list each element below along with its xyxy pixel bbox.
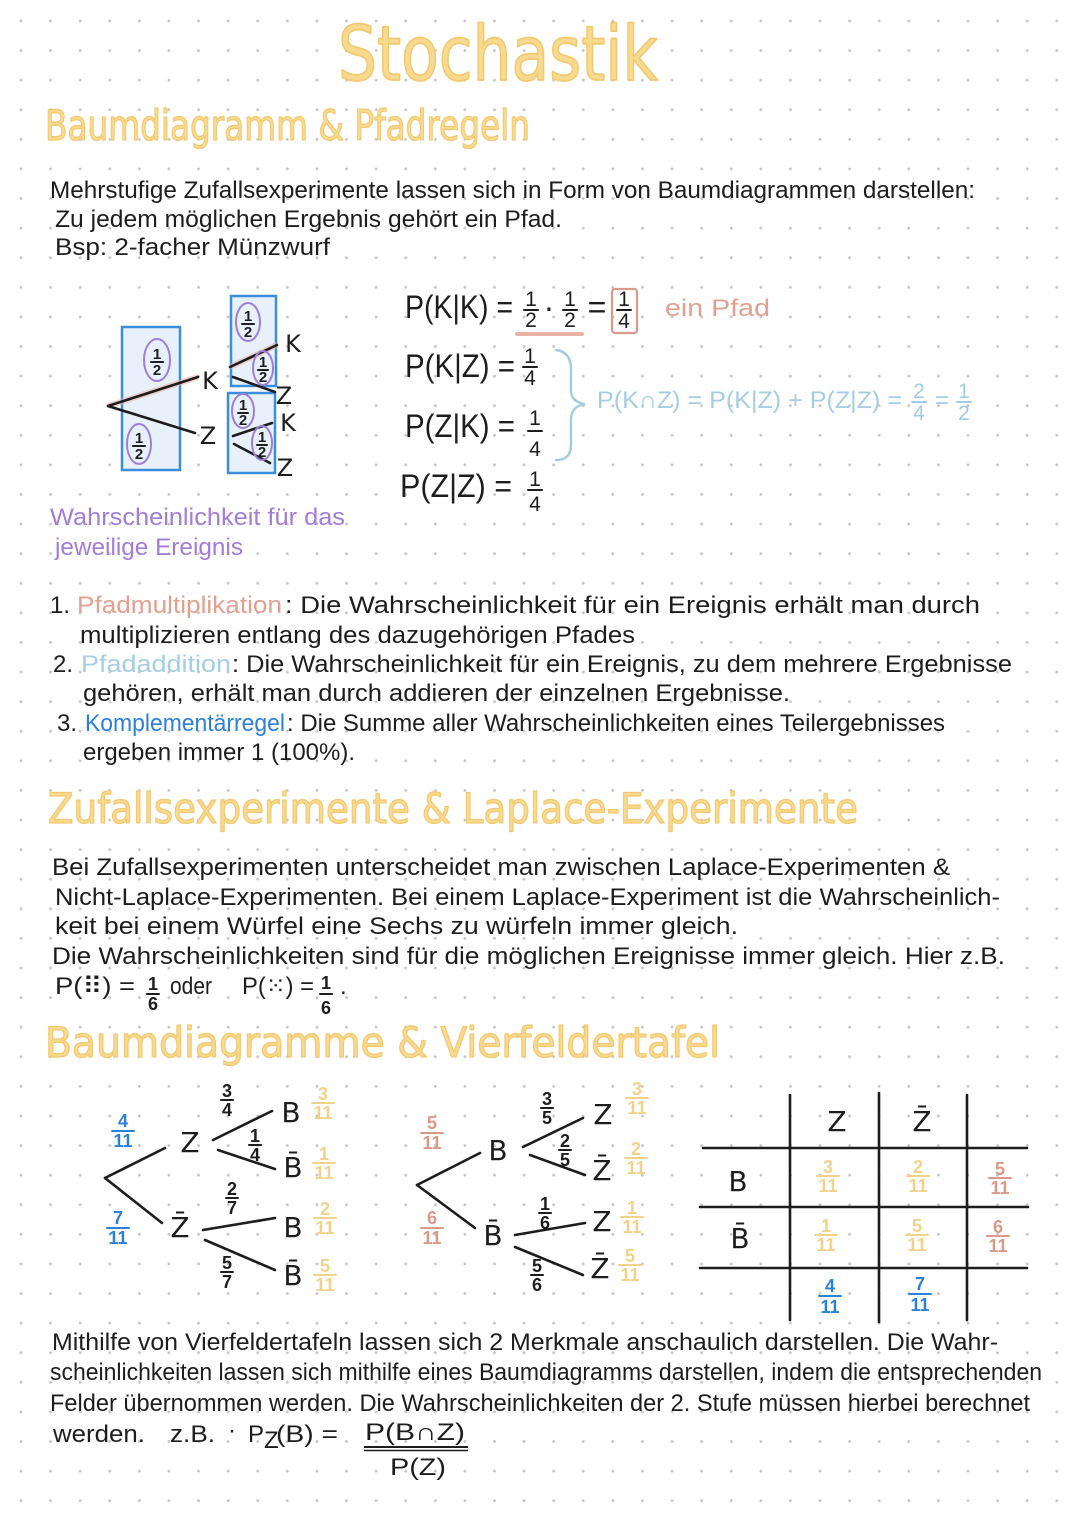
- column-total: [909, 1274, 931, 1315]
- or-label: oder: [170, 973, 212, 1000]
- svg-text:1: 1: [243, 308, 253, 325]
- svg-text:11: 11: [816, 1235, 836, 1255]
- fraction: [912, 380, 926, 425]
- tree-diagram-b-first: [417, 1079, 648, 1295]
- equals-sign: =: [587, 289, 607, 325]
- formula-subscript: Z: [264, 1427, 279, 1454]
- paragraph-line: keit bei einem Würfel eine Sechs zu würfeln immer gleich.: [55, 913, 738, 940]
- svg-text:11: 11: [908, 1176, 928, 1196]
- fraction: [112, 1111, 134, 1151]
- rule-text: : Die Wahrscheinlichkeit für ein Ereignis, zu dem mehrere Ergebnisse: [232, 651, 1013, 678]
- svg-text:5: 5: [531, 1256, 543, 1276]
- node-label: Z: [593, 1098, 613, 1131]
- svg-text:11: 11: [422, 1228, 442, 1248]
- paragraph-line: Nicht-Laplace-Experimenten. Bei einem Laplace-Experiment ist die Wahrscheinlich-: [55, 884, 1000, 911]
- svg-text:7: 7: [914, 1274, 926, 1294]
- svg-text:2: 2: [319, 1199, 331, 1219]
- paragraph-line: Die Wahrscheinlichkeiten sind für die möglichen Ereignisse immer gleich. Hier z.B.: [52, 943, 1006, 970]
- tree-diagram-z-first: [105, 1081, 336, 1295]
- svg-text:2: 2: [559, 1131, 571, 1151]
- equation-lhs: P(Z|K) =: [405, 408, 515, 444]
- node-label: B̄: [283, 1259, 303, 1292]
- svg-text:11: 11: [113, 1131, 133, 1151]
- tree-caption: Wahrscheinlichkeit für das: [50, 504, 345, 531]
- curly-brace: [556, 350, 585, 460]
- svg-text:3: 3: [221, 1081, 233, 1101]
- table-cell: [815, 1216, 837, 1255]
- svg-text:1: 1: [539, 1194, 551, 1214]
- node-label: Z̄: [592, 1154, 612, 1187]
- example-label: Bsp: 2-facher Münzwurf: [55, 234, 331, 261]
- svg-text:6: 6: [147, 994, 159, 1014]
- sum-formula: P(K∩Z) = P(K|Z) + P(Z|Z) =: [597, 387, 902, 414]
- svg-text:11: 11: [314, 1163, 334, 1183]
- fraction: [257, 429, 267, 461]
- svg-text:6: 6: [531, 1275, 543, 1295]
- joint-probability: [313, 1144, 335, 1183]
- dot: ·: [228, 1417, 236, 1444]
- rule-number: 2.: [53, 651, 74, 678]
- node-label: B: [488, 1134, 508, 1167]
- svg-text:1: 1: [525, 288, 537, 311]
- fraction: [107, 1208, 129, 1248]
- svg-text:4: 4: [913, 402, 925, 425]
- svg-text:11: 11: [820, 1297, 840, 1317]
- fraction: [221, 1253, 233, 1292]
- coin-tree-diagram: [108, 296, 302, 482]
- die-six-probability: P(⠿) =: [55, 973, 135, 1000]
- path-equations: [400, 288, 971, 516]
- section-heading-baumdiagramm: Baumdiagramm & Pfadregeln: [45, 101, 530, 150]
- svg-text:11: 11: [907, 1235, 927, 1255]
- svg-text:11: 11: [988, 1236, 1008, 1256]
- svg-text:1: 1: [820, 1216, 832, 1236]
- svg-text:1: 1: [318, 1144, 330, 1164]
- svg-text:11: 11: [990, 1178, 1010, 1198]
- fraction: [528, 468, 542, 516]
- svg-text:4: 4: [824, 1276, 836, 1296]
- svg-text:1: 1: [320, 973, 332, 993]
- svg-text:5: 5: [541, 1108, 553, 1128]
- rule-text: gehören, erhält man durch addieren der einzelnen Ergebnisse.: [83, 680, 790, 707]
- paragraph-line: scheinlichkeiten lassen sich mithilfe eines Baumdiagramms darstellen, indem die entsprechenden: [50, 1359, 1042, 1386]
- svg-text:11: 11: [622, 1217, 642, 1237]
- formula-p: P: [248, 1421, 265, 1448]
- rules-list: [50, 592, 1012, 766]
- fraction: [523, 345, 537, 390]
- svg-text:5: 5: [221, 1253, 233, 1273]
- svg-text:3: 3: [541, 1089, 553, 1109]
- die-five-probability: P(⁙) =: [242, 973, 314, 1000]
- conditional-probability-formula: [52, 1417, 468, 1481]
- svg-text:2: 2: [912, 1157, 924, 1177]
- svg-text:11: 11: [818, 1176, 838, 1196]
- formula-argument: (B) =: [276, 1421, 338, 1448]
- fraction: [524, 288, 538, 332]
- node-label: K: [285, 330, 301, 358]
- joint-probability: [312, 1084, 334, 1123]
- svg-text:1: 1: [626, 1198, 638, 1218]
- svg-text:3: 3: [317, 1084, 329, 1104]
- fraction: [541, 1089, 553, 1128]
- svg-text:4: 4: [618, 310, 630, 333]
- fraction: [320, 973, 332, 1018]
- paragraph-line: werden.: [51, 1421, 145, 1448]
- svg-text:1: 1: [238, 397, 248, 414]
- node-label: Z: [275, 382, 293, 410]
- svg-text:1: 1: [152, 346, 162, 363]
- formula-denominator: P(Z): [390, 1454, 446, 1481]
- fraction: [421, 1113, 443, 1153]
- node-label: Z: [276, 454, 294, 482]
- svg-text:5: 5: [319, 1256, 331, 1276]
- fraction: [531, 1256, 543, 1295]
- svg-text:6: 6: [992, 1217, 1004, 1237]
- equation-lhs: P(K|Z) =: [405, 348, 515, 384]
- svg-text:1: 1: [958, 380, 970, 403]
- svg-text:5: 5: [994, 1159, 1006, 1179]
- equation-lhs: P(K|K) =: [405, 289, 513, 325]
- svg-text:11: 11: [422, 1133, 442, 1153]
- rule-number: 3.: [57, 710, 78, 737]
- svg-text:2: 2: [226, 1179, 238, 1199]
- paragraph-line: Bei Zufallsexperimenten unterscheidet man zwischen Laplace-Experimenten &: [52, 854, 951, 881]
- svg-text:1: 1: [529, 468, 541, 491]
- svg-text:11: 11: [315, 1275, 335, 1295]
- rule-number: 1.: [50, 592, 71, 619]
- svg-text:4: 4: [221, 1100, 233, 1120]
- page-title: Stochastik: [338, 9, 658, 98]
- row-header: B̄: [730, 1222, 750, 1255]
- column-header: Z̄: [912, 1105, 932, 1138]
- fraction: [559, 1131, 571, 1170]
- svg-text:5: 5: [911, 1216, 923, 1236]
- svg-text:4: 4: [117, 1111, 129, 1131]
- rule-name: Komplementärregel: [85, 710, 285, 737]
- paragraph-line: Mithilfe von Vierfeldertafeln lassen sich 2 Merkmale anschaulich darstellen. Die Wahr-: [52, 1329, 999, 1356]
- svg-text:2: 2: [238, 412, 248, 429]
- svg-text:11: 11: [315, 1218, 335, 1238]
- svg-text:2: 2: [913, 380, 925, 403]
- svg-text:5: 5: [559, 1150, 571, 1170]
- svg-text:11: 11: [313, 1103, 333, 1123]
- svg-text:2: 2: [257, 444, 267, 461]
- svg-text:1: 1: [524, 345, 536, 368]
- paragraph-line: Felder übernommen werden. Die Wahrscheinlichkeiten der 2. Stufe müssen hierbei berechnet: [50, 1390, 1031, 1417]
- rule-name: Pfadaddition: [81, 651, 231, 678]
- fraction: [421, 1208, 443, 1248]
- table-cell: [817, 1157, 839, 1196]
- svg-text:1: 1: [529, 407, 541, 430]
- node-label: Z: [180, 1126, 200, 1159]
- svg-text:5: 5: [426, 1113, 438, 1133]
- svg-text:11: 11: [910, 1295, 930, 1315]
- svg-text:5: 5: [624, 1246, 636, 1266]
- table-cell: [907, 1157, 929, 1196]
- tree-caption: jeweilige Ereignis: [53, 534, 244, 561]
- svg-text:7: 7: [221, 1272, 233, 1292]
- column-header: Z: [827, 1105, 847, 1138]
- svg-text:6: 6: [320, 998, 332, 1018]
- fraction: [147, 974, 159, 1014]
- path-note: ein Pfad: [665, 295, 770, 322]
- fraction: [539, 1194, 551, 1233]
- period: .: [340, 973, 347, 1000]
- svg-text:2: 2: [243, 324, 253, 341]
- svg-text:3: 3: [822, 1157, 834, 1177]
- svg-text:2: 2: [134, 446, 144, 463]
- rule-text: multiplizieren entlang des dazugehörigen Pfades: [80, 622, 635, 649]
- fraction: [258, 354, 268, 386]
- laplace-example: [55, 973, 347, 1018]
- svg-text:11: 11: [108, 1228, 128, 1248]
- joint-probability: [621, 1198, 643, 1237]
- svg-text:2: 2: [525, 309, 537, 332]
- rule-text: : Die Wahrscheinlichkeit für ein Ereignis erhält man durch: [285, 592, 980, 619]
- node-label: Z̄: [590, 1252, 610, 1285]
- intro-line: Mehrstufige Zufallsexperimente lassen sich in Form von Baumdiagrammen darstellen:: [50, 177, 975, 204]
- svg-text:4: 4: [529, 493, 541, 516]
- rule-name: Pfadmultiplikation: [77, 592, 282, 619]
- svg-text:6: 6: [539, 1213, 551, 1233]
- svg-text:2: 2: [564, 309, 576, 332]
- joint-probability: [314, 1199, 336, 1238]
- fraction: [238, 397, 248, 429]
- fraction: [617, 288, 631, 333]
- svg-text:1: 1: [618, 288, 630, 311]
- joint-probability: [625, 1139, 647, 1178]
- fraction: [957, 380, 971, 425]
- svg-text:7: 7: [226, 1198, 238, 1218]
- section-heading-vierfeldertafel: Baumdiagramme & Vierfeldertafel: [45, 1018, 720, 1067]
- svg-text:1: 1: [564, 288, 576, 311]
- fraction: [249, 1126, 261, 1165]
- intro-line: Zu jedem möglichen Ergebnis gehört ein Pfad.: [55, 206, 562, 233]
- rule-text: ergeben immer 1 (100%).: [83, 739, 355, 766]
- svg-text:1: 1: [249, 1126, 261, 1146]
- svg-text:11: 11: [620, 1265, 640, 1285]
- fraction: [563, 288, 577, 332]
- fraction: [528, 407, 542, 461]
- column-total: [819, 1276, 841, 1317]
- svg-text:2: 2: [258, 369, 268, 386]
- svg-text:2: 2: [152, 362, 162, 379]
- svg-text:2: 2: [958, 402, 970, 425]
- times-sign: ·: [543, 289, 555, 325]
- node-label: B̄: [483, 1219, 503, 1252]
- joint-probability: [626, 1079, 648, 1118]
- row-header: B: [728, 1165, 748, 1198]
- svg-text:4: 4: [249, 1145, 261, 1165]
- joint-probability: [619, 1246, 641, 1285]
- example-label: z.B.: [170, 1421, 215, 1448]
- node-label: Z: [592, 1205, 612, 1238]
- equation-lhs: P(Z|Z) =: [400, 468, 512, 504]
- vierfeldertafel-table: [700, 1093, 1028, 1322]
- node-label: K: [202, 367, 218, 395]
- svg-text:11: 11: [627, 1098, 647, 1118]
- svg-text:1: 1: [257, 429, 267, 446]
- node-label: B̄: [283, 1151, 303, 1184]
- node-label: Z: [199, 422, 217, 450]
- equals-sign: =: [934, 387, 950, 414]
- svg-text:3: 3: [631, 1079, 643, 1099]
- node-label: K: [280, 409, 296, 437]
- node-label: B: [283, 1211, 303, 1244]
- node-label: Z̄: [170, 1211, 190, 1244]
- table-cell: [906, 1216, 928, 1255]
- section-heading-laplace: Zufallsexperimente & Laplace-Experimente: [48, 784, 858, 833]
- formula-numerator: P(B∩Z): [365, 1419, 465, 1446]
- rule-text: : Die Summe aller Wahrscheinlichkeiten eines Teilergebnisses: [287, 710, 945, 737]
- fraction: [221, 1081, 233, 1120]
- svg-text:1: 1: [258, 354, 268, 371]
- joint-probability: [314, 1256, 336, 1295]
- svg-text:1: 1: [134, 430, 144, 447]
- svg-text:1: 1: [147, 974, 159, 994]
- svg-text:6: 6: [426, 1208, 438, 1228]
- svg-text:11: 11: [626, 1158, 646, 1178]
- svg-text:7: 7: [112, 1208, 124, 1228]
- svg-text:4: 4: [529, 438, 541, 461]
- row-total: [989, 1159, 1011, 1198]
- node-label: B: [281, 1096, 301, 1129]
- svg-text:2: 2: [630, 1139, 642, 1159]
- row-total: [987, 1217, 1009, 1256]
- svg-text:4: 4: [524, 367, 536, 390]
- fraction: [226, 1179, 238, 1218]
